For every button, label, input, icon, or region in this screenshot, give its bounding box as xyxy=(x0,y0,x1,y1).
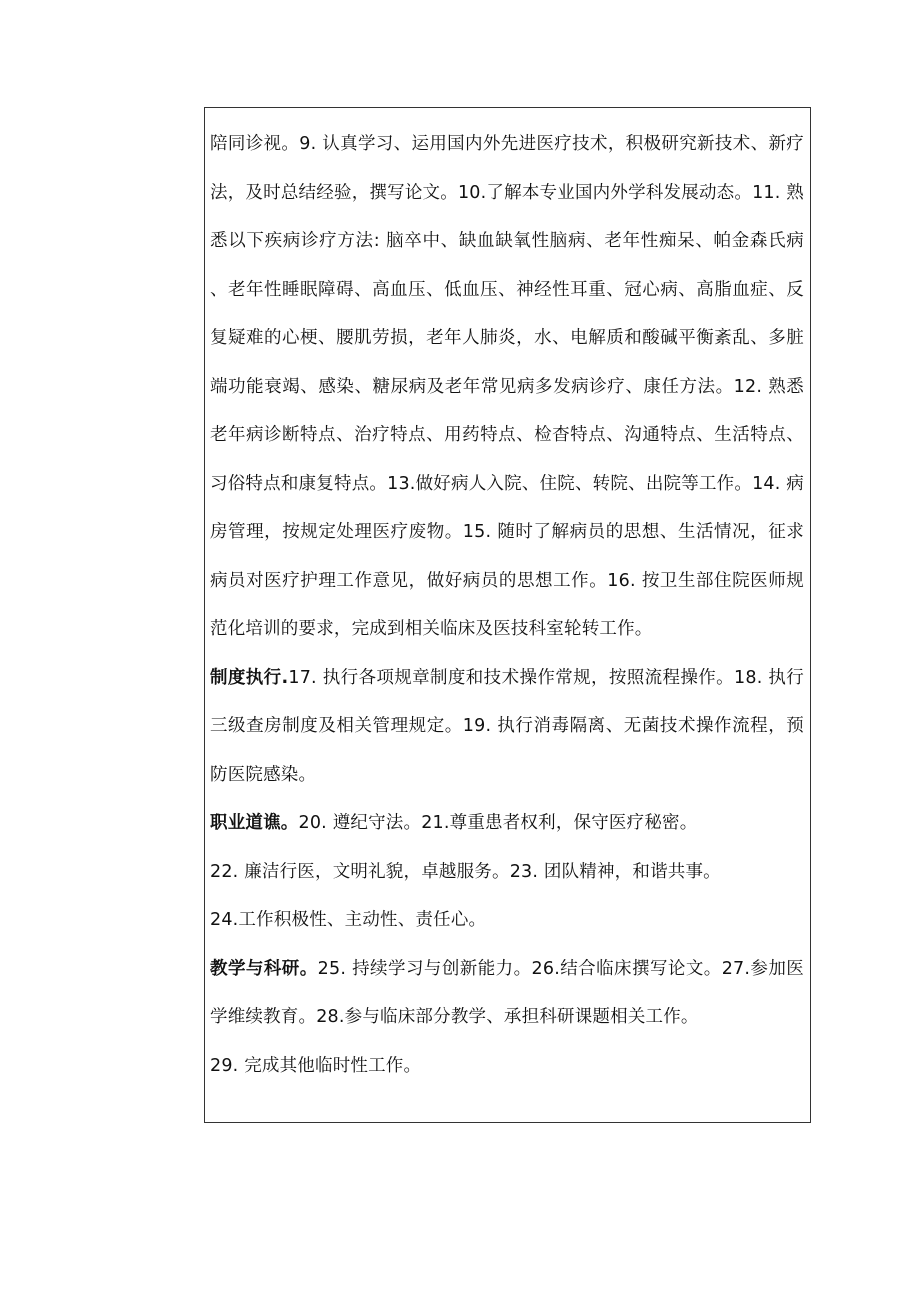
system-execution-paragraph xyxy=(210,654,804,800)
system-execution-text: 17. 执行各项规章制度和技术操作常规，按照流程操作。18. 执行三级查房制度及相关管理规定。19. 执行消毒隔离、无菌技术操作流程，预防医院感染。 xyxy=(210,667,804,785)
teaching-research-text: 25. 持续学习与创新能力。26.结合临床撰写论文。27.参加医学维续教育。28.参与临床部分教学、承担科研课题相关工作。 xyxy=(210,958,804,1027)
duty-table-cell xyxy=(204,107,811,1123)
duties-paragraph: 陪同诊视。9. 认真学习、运用国内外先进医疗技术，积极研究新技术、新疗法，及时总结经验，撰写论文。10.了解本专业国内外学科发展动态。11. 熟悉以下疾病诊疗方法: 脑卒中、缺血缺氧性脑病、老年性痴呆、帕金森氏病、老年性睡眠障碍、高血压、低血压、神经性耳重、冠心病、高脂血症、反复疑难的心梗、腰肌劳损，老年人肺炎，水、电解质和酸碱平衡紊乱、多脏端功能衰竭、感染、糖尿病及老年常见病多发病诊疗、康任方法。12. 熟悉老年病诊断特点、治疗特点、用药特点、检杳特点、沟通特点、生活特点、习俗特点和康复特点。13.做好病人入院、住院、转院、出院等工作。14. 病房管理，按规定处理医疗废物。15. 随时了解病员的思想、生活情况，征求病员对医疗护理工作意见，做好病员的思想工作。16. 按卫生部住院医师规范化培训的要求，完成到相关临床及医技科室轮转工作。 xyxy=(210,134,804,639)
teaching-research-paragraph xyxy=(210,945,804,1042)
professional-ethics-line-3: 24.工作积极性、主动性、责任心。 xyxy=(210,910,487,930)
professional-ethics-paragraph xyxy=(210,799,804,848)
professional-ethics-line-2: 22. 廉洁行医，文明礼貌，卓越服务。23. 团队精神，和谐共事。 xyxy=(210,861,721,882)
teaching-research-heading: 教学与科研。 xyxy=(210,958,318,979)
professional-ethics-text: 20. 遵纪守法。21.尊重患者权利，保守医疗秘密。 xyxy=(298,813,698,833)
professional-ethics-heading: 职业道谯。 xyxy=(210,813,299,833)
other-duties-line: 29. 完成其他临时性工作。 xyxy=(210,1055,422,1076)
system-execution-heading: 制度执行. xyxy=(210,667,289,688)
